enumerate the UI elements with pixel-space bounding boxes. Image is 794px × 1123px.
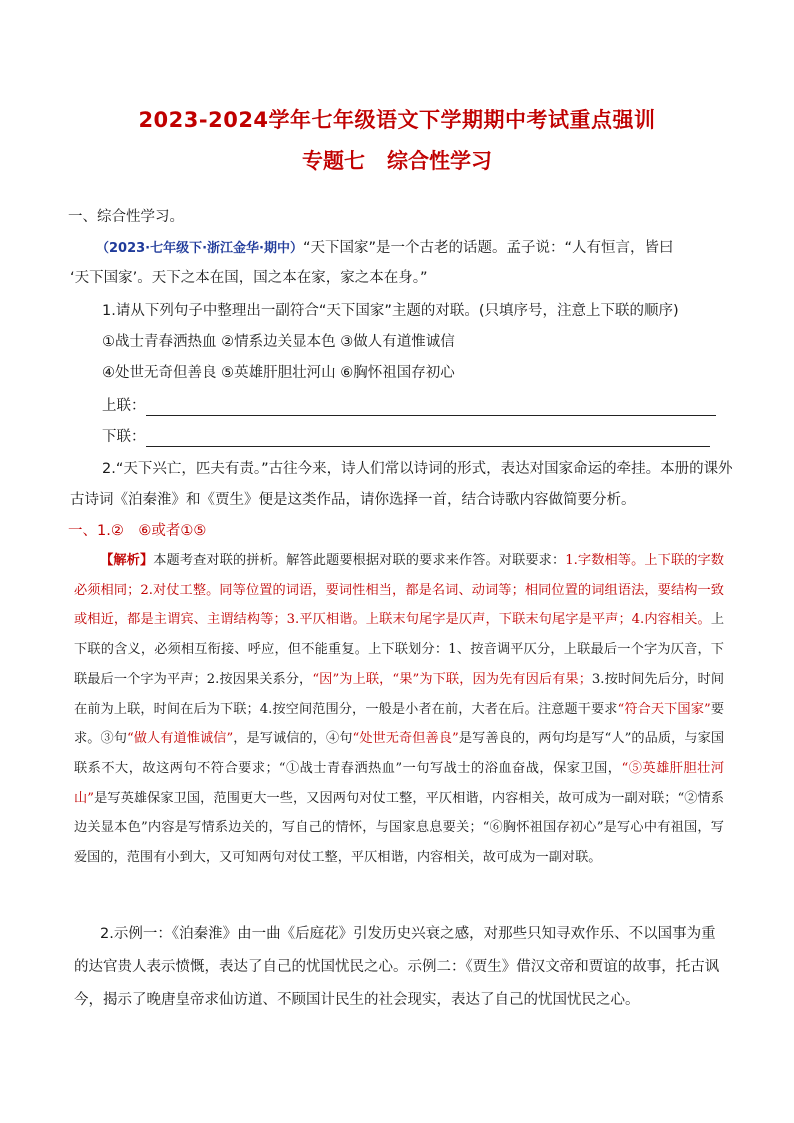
intro-text-1: “天下国家”是一个古老的话题。孟子说：“人有恒言，皆曰	[303, 240, 674, 256]
answer-2-examples	[74, 918, 724, 1017]
options-row-2: ④处世无奇但善良 ⑤英雄肝胆壮河山 ⑥胸怀祖国存初心	[102, 365, 455, 381]
answer-2-text: 2.示例一：《泊秦淮》由一曲《后庭花》引发历史兴衰之感，对那些只知寻欢作乐、不以国事为重的达官贵人表示愤慨，表达了自己的忧国忧民之心。示例二：《贾生》借汉文帝和贾谊的故事，托古讽今，揭示了晚唐皇帝求仙访道、不顾国计民生的社会现实，表达了自己的忧国忧民之心。	[74, 926, 720, 1008]
analysis-text: 是写善良的，两句均是写“人”的品质，与家国联系不大，故这两句不符合要求；“①战士青春洒热血”一句写战士的浴血奋战，保家卫国，	[74, 731, 725, 776]
intro-line-1	[96, 238, 674, 259]
analysis-text: 本题考查对联的拼析。解答此题要根据对联的要求来作答。对联要求：	[153, 553, 566, 568]
analysis-text: 上下联的含义，必须相互衔接、呼应，但不能重复。上下联划分：1、按音调平仄分，上联最后一个字为仄音，下联最后一个字为平声；2.按因果关系分，	[74, 612, 724, 687]
options-row-1: ①战士青春洒热血 ②情系边关显本色 ③做人有道惟诚信	[102, 334, 455, 350]
question-source: （2023·七年级下·浙江金华·期中）	[96, 241, 303, 256]
upper-couplet-label: 上联：	[102, 398, 146, 414]
lower-couplet-row	[102, 427, 710, 447]
analysis-highlight: 3.平仄相谐。上联末句尾字是仄声，下联末句尾字是平声；	[286, 612, 632, 628]
analysis-text: 3.按时间先后分，时间在前为上联，时间在后为下联；4.按空间范围分，一般是小者在前，大者在后。注意题干要求	[74, 671, 725, 717]
analysis-highlight: “⑤英雄肝胆壮河山”	[74, 760, 725, 806]
lower-couplet-blank[interactable]	[146, 432, 710, 447]
upper-couplet-blank[interactable]	[146, 401, 716, 416]
analysis-highlight: “处世无奇但善良”	[352, 731, 459, 747]
analysis-highlight: “因”为上联，“果”为下联，因为先有因后有果；	[312, 671, 592, 687]
analysis-paragraph	[74, 546, 724, 873]
document-title: 2023-2024学年七年级语文下学期期中考试重点强训	[138, 108, 656, 132]
analysis-highlight: 4.内容相关。	[631, 612, 711, 628]
intro-line-2: ‘天下国家’。天下之本在国，国之本在家，家之本在身。”	[70, 270, 428, 286]
subtitle-topic-number: 专题七	[302, 149, 365, 173]
analysis-text: 要求。③句	[74, 701, 725, 747]
question-2-line-1: 2.“天下兴亡，匹夫有责。”古往今来，诗人们常以诗词的形式，表达对国家命运的牵挂。本册的课外	[102, 461, 733, 477]
section-heading: 一、综合性学习。	[68, 209, 184, 225]
document-subtitle	[0, 145, 794, 175]
analysis-highlight: “做人有道惟诚信”	[126, 731, 234, 747]
analysis-tag: 【解析】	[100, 553, 154, 568]
question-1: 1.请从下列句子中整理出一副符合“天下国家”主题的对联。(只填序号，注意上下联的顺序)	[102, 303, 679, 319]
upper-couplet-row	[102, 396, 716, 416]
question-2-line-2: 古诗词《泊秦淮》和《贾生》便是这类作品，请你选择一首，结合诗歌内容做简要分析。	[70, 492, 636, 508]
lower-couplet-label: 下联：	[102, 429, 146, 445]
analysis-highlight: “符合天下国家”	[617, 701, 711, 717]
subtitle-topic-name: 综合性学习	[387, 149, 492, 173]
analysis-highlight: 1.字数相等。上下联的字数必须相同；	[74, 553, 724, 598]
analysis-text: ，是写诚信的，④句	[233, 731, 353, 747]
answer-1: 一、1.② ⑥或者①⑤	[68, 523, 207, 539]
analysis-text: 是写英雄保家卫国，范围更大一些，又因两句对仗工整，平仄相谐，内容相关，故可成为一副对联；“②情系边关显本色”内容是写情系边关的，写自己的情怀，与国家息息要关；“⑥胸怀祖国存初心”是写心中有祖国，写爱国的，范围有小到大，又可知两句对仗工整，平仄相谐，内容相关，故可成为一副对联。	[74, 790, 724, 866]
analysis-highlight: 2.对仗工整。同等位置的词语，要词性相当，都是名词、动词等；相同位置的词组语法，要结构一致或相近，都是主谓宾、主谓结构等；	[74, 582, 724, 628]
